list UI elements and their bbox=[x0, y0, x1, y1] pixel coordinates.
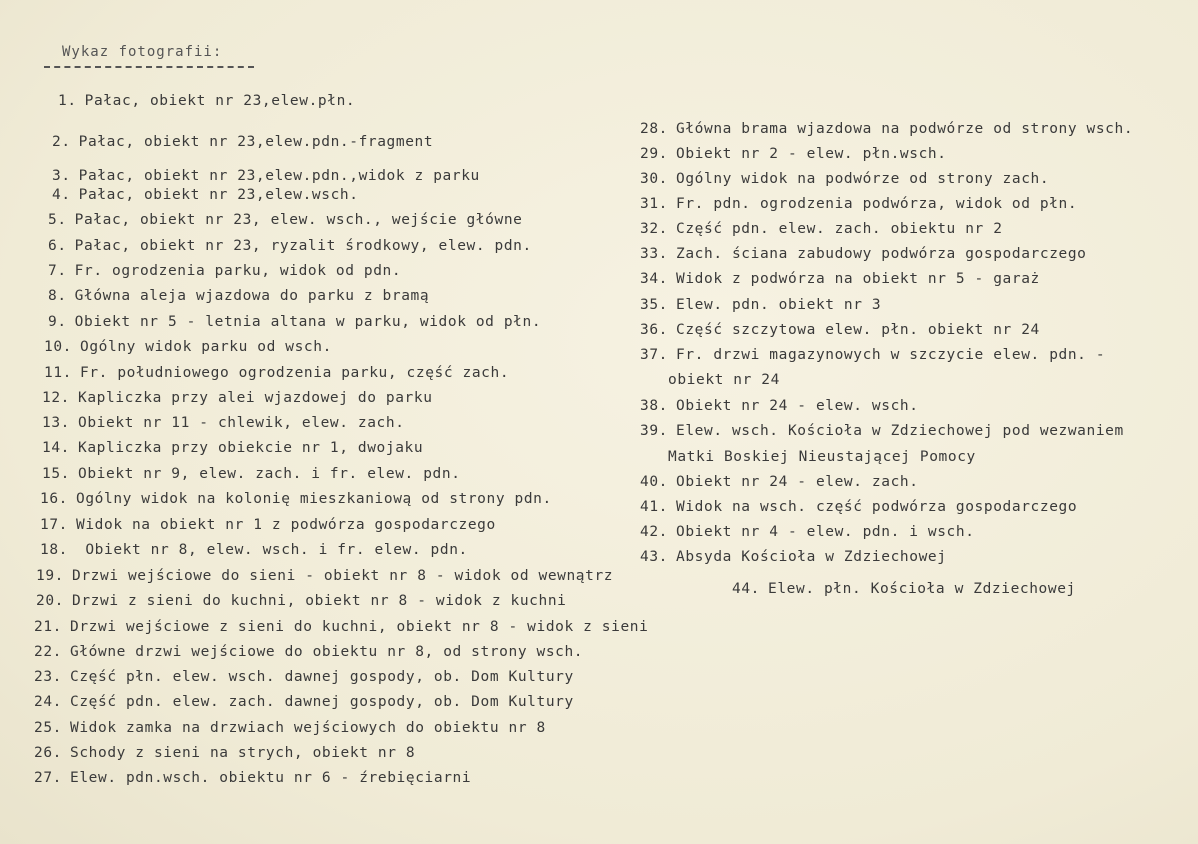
item-description: Pałac, obiekt nr 23, elew. wsch., wejście główne bbox=[74, 212, 523, 228]
item-number: 14. bbox=[42, 440, 70, 456]
item-number: 2. bbox=[52, 134, 71, 150]
photo-list-item bbox=[36, 592, 566, 610]
page-heading: Wykaz fotografii: bbox=[62, 44, 223, 60]
item-description: Kapliczka przy obiekcie nr 1, dwojaku bbox=[78, 440, 424, 456]
photo-list-item bbox=[48, 262, 401, 280]
item-description: Obiekt nr 11 - chlewik, elew. zach. bbox=[78, 415, 405, 431]
item-description: Widok zamka na drzwiach wejściowych do obiektu nr 8 bbox=[70, 720, 546, 736]
photo-list-item bbox=[34, 618, 648, 636]
photo-list-item bbox=[640, 270, 1040, 288]
photo-list-item bbox=[640, 296, 881, 314]
photo-list-item bbox=[640, 523, 975, 541]
item-description: Ogólny widok na podwórze od strony zach. bbox=[676, 171, 1050, 187]
photo-list-item bbox=[640, 120, 1133, 138]
item-number: 5. bbox=[48, 212, 67, 228]
photo-list-item bbox=[34, 693, 574, 711]
item-number: 30. bbox=[640, 171, 668, 187]
item-number: 37. bbox=[640, 347, 668, 363]
item-number: 15. bbox=[42, 466, 70, 482]
item-number: 12. bbox=[42, 390, 70, 406]
item-number: 27. bbox=[34, 770, 62, 786]
item-description: Kapliczka przy alei wjazdowej do parku bbox=[78, 390, 433, 406]
item-description: Widok na obiekt nr 1 z podwórza gospodarczego bbox=[76, 517, 496, 533]
photo-list-item bbox=[58, 92, 355, 110]
photo-list-item bbox=[640, 145, 947, 163]
item-description: Ogólny widok parku od wsch. bbox=[80, 339, 332, 355]
photo-list-item bbox=[34, 668, 574, 686]
item-number: 8. bbox=[48, 288, 67, 304]
item-description: Pałac, obiekt nr 23,elew.pdn.-fragment bbox=[78, 134, 434, 150]
photo-list-item bbox=[640, 548, 947, 566]
item-number: 16. bbox=[40, 491, 68, 507]
item-description: Fr. drzwi magazynowych w szczycie elew. pdn. - bbox=[676, 347, 1106, 363]
item-description: Drzwi z sieni do kuchni, obiekt nr 8 - widok z kuchni bbox=[72, 593, 567, 609]
item-number: 11. bbox=[44, 365, 72, 381]
item-description: Część płn. elew. wsch. dawnej gospody, ob. Dom Kultury bbox=[70, 669, 574, 685]
item-description: Widok z podwórza na obiekt nr 5 - garaż bbox=[676, 271, 1040, 287]
item-description: Obiekt nr 4 - elew. pdn. i wsch. bbox=[676, 524, 975, 540]
photo-list-item bbox=[732, 580, 1076, 598]
item-number: 19. bbox=[36, 568, 64, 584]
item-number: 22. bbox=[34, 644, 62, 660]
item-number: 36. bbox=[640, 322, 668, 338]
photo-list-item bbox=[52, 133, 433, 151]
item-number: 24. bbox=[34, 694, 62, 710]
item-number: 33. bbox=[640, 246, 668, 262]
item-description: Elew. pdn.wsch. obiektu nr 6 - źrebięciarni bbox=[70, 770, 472, 786]
item-number: 26. bbox=[34, 745, 62, 761]
photo-list-item bbox=[34, 719, 546, 737]
item-number: 28. bbox=[640, 121, 668, 137]
photo-list-item bbox=[640, 220, 1003, 238]
item-description: Pałac, obiekt nr 23,elew.płn. bbox=[84, 93, 356, 109]
item-number: 38. bbox=[640, 398, 668, 414]
photo-list-item bbox=[640, 498, 1077, 516]
photo-list-item bbox=[34, 769, 471, 787]
item-description: Matki Boskiej Nieustającej Pomocy bbox=[668, 449, 976, 465]
item-number: 39. bbox=[640, 423, 668, 439]
item-description: Fr. ogrodzenia parku, widok od pdn. bbox=[74, 263, 402, 279]
item-number: 20. bbox=[36, 593, 64, 609]
heading-underline bbox=[44, 66, 254, 68]
item-description: Elew. pdn. obiekt nr 3 bbox=[676, 297, 882, 313]
item-description: Elew. wsch. Kościoła w Zdziechowej pod wezwaniem bbox=[676, 423, 1124, 439]
item-number: 1. bbox=[58, 93, 77, 109]
photo-list-item bbox=[44, 338, 332, 356]
item-description: Obiekt nr 8, elew. wsch. i fr. elew. pdn. bbox=[76, 542, 468, 558]
item-description: Pałac, obiekt nr 23,elew.pdn.,widok z parku bbox=[78, 168, 480, 184]
item-description: Elew. płn. Kościoła w Zdziechowej bbox=[768, 581, 1076, 597]
item-description: Fr. pdn. ogrodzenia podwórza, widok od płn. bbox=[676, 196, 1078, 212]
item-description: Główna brama wjazdowa na podwórze od strony wsch. bbox=[676, 121, 1134, 137]
item-number: 7. bbox=[48, 263, 67, 279]
item-description: Ogólny widok na kolonię mieszkaniową od strony pdn. bbox=[76, 491, 552, 507]
item-number: 29. bbox=[640, 146, 668, 162]
item-description: Drzwi wejściowe do sieni - obiekt nr 8 - widok od wewnątrz bbox=[72, 568, 614, 584]
item-description: Obiekt nr 5 - letnia altana w parku, widok od płn. bbox=[74, 314, 542, 330]
item-description: Część szczytowa elew. płn. obiekt nr 24 bbox=[676, 322, 1040, 338]
photo-list-item bbox=[668, 371, 780, 389]
photo-list-item bbox=[48, 237, 532, 255]
item-number: 34. bbox=[640, 271, 668, 287]
photo-list-item bbox=[52, 186, 359, 204]
photo-list-item bbox=[42, 414, 405, 432]
item-number: 35. bbox=[640, 297, 668, 313]
item-number: 13. bbox=[42, 415, 70, 431]
photo-list-item bbox=[668, 448, 976, 466]
item-description: Obiekt nr 24 - elew. wsch. bbox=[676, 398, 919, 414]
photo-list-item bbox=[640, 422, 1124, 440]
item-number: 21. bbox=[34, 619, 62, 635]
photo-list-item bbox=[640, 321, 1040, 339]
item-description: Pałac, obiekt nr 23,elew.wsch. bbox=[78, 187, 359, 203]
photo-list-item bbox=[640, 346, 1105, 364]
item-number: 6. bbox=[48, 238, 67, 254]
item-description: Obiekt nr 9, elew. zach. i fr. elew. pdn. bbox=[78, 466, 461, 482]
photo-list-item bbox=[40, 516, 496, 534]
item-description: Schody z sieni na strych, obiekt nr 8 bbox=[70, 745, 416, 761]
item-description: Absyda Kościoła w Zdziechowej bbox=[676, 549, 947, 565]
item-description: Część pdn. elew. zach. dawnej gospody, ob. Dom Kultury bbox=[70, 694, 574, 710]
photo-list-item bbox=[36, 567, 613, 585]
photo-list-item bbox=[48, 313, 541, 331]
photo-list-item bbox=[34, 643, 583, 661]
item-number: 9. bbox=[48, 314, 67, 330]
item-number: 18. bbox=[40, 542, 68, 558]
item-number: 4. bbox=[52, 187, 71, 203]
item-number: 10. bbox=[44, 339, 72, 355]
photo-list-item bbox=[44, 364, 509, 382]
item-description: obiekt nr 24 bbox=[668, 372, 780, 388]
item-description: Główna aleja wjazdowa do parku z bramą bbox=[74, 288, 430, 304]
item-number: 23. bbox=[34, 669, 62, 685]
item-number: 32. bbox=[640, 221, 668, 237]
item-number: 42. bbox=[640, 524, 668, 540]
item-number: 3. bbox=[52, 168, 71, 184]
item-description: Zach. ściana zabudowy podwórza gospodarczego bbox=[676, 246, 1087, 262]
item-number: 17. bbox=[40, 517, 68, 533]
photo-list-item bbox=[34, 744, 415, 762]
photo-list-item bbox=[48, 287, 429, 305]
item-number: 31. bbox=[640, 196, 668, 212]
item-description: Część pdn. elew. zach. obiektu nr 2 bbox=[676, 221, 1003, 237]
photo-list-item bbox=[48, 211, 523, 229]
item-number: 25. bbox=[34, 720, 62, 736]
item-description: Drzwi wejściowe z sieni do kuchni, obiekt nr 8 - widok z sieni bbox=[70, 619, 649, 635]
item-description: Obiekt nr 24 - elew. zach. bbox=[676, 474, 919, 490]
photo-list-item bbox=[42, 389, 433, 407]
photo-list-item bbox=[42, 465, 461, 483]
item-description: Obiekt nr 2 - elew. płn.wsch. bbox=[676, 146, 947, 162]
item-description: Widok na wsch. część podwórza gospodarczego bbox=[676, 499, 1078, 515]
item-description: Główne drzwi wejściowe do obiektu nr 8, od strony wsch. bbox=[70, 644, 584, 660]
photo-list-item bbox=[42, 439, 423, 457]
photo-list-item bbox=[640, 473, 919, 491]
photo-list-item bbox=[640, 195, 1077, 213]
photo-list-item bbox=[640, 245, 1087, 263]
photo-list-item bbox=[40, 490, 552, 508]
item-number: 40. bbox=[640, 474, 668, 490]
photo-list-item bbox=[40, 541, 468, 559]
item-number: 43. bbox=[640, 549, 668, 565]
item-description: Pałac, obiekt nr 23, ryzalit środkowy, elew. pdn. bbox=[74, 238, 532, 254]
photo-list-item bbox=[52, 167, 480, 185]
item-number: 44. bbox=[732, 581, 760, 597]
item-number: 41. bbox=[640, 499, 668, 515]
photo-list-item bbox=[640, 170, 1049, 188]
item-description: Fr. południowego ogrodzenia parku, część zach. bbox=[80, 365, 510, 381]
photo-list-item bbox=[640, 397, 919, 415]
